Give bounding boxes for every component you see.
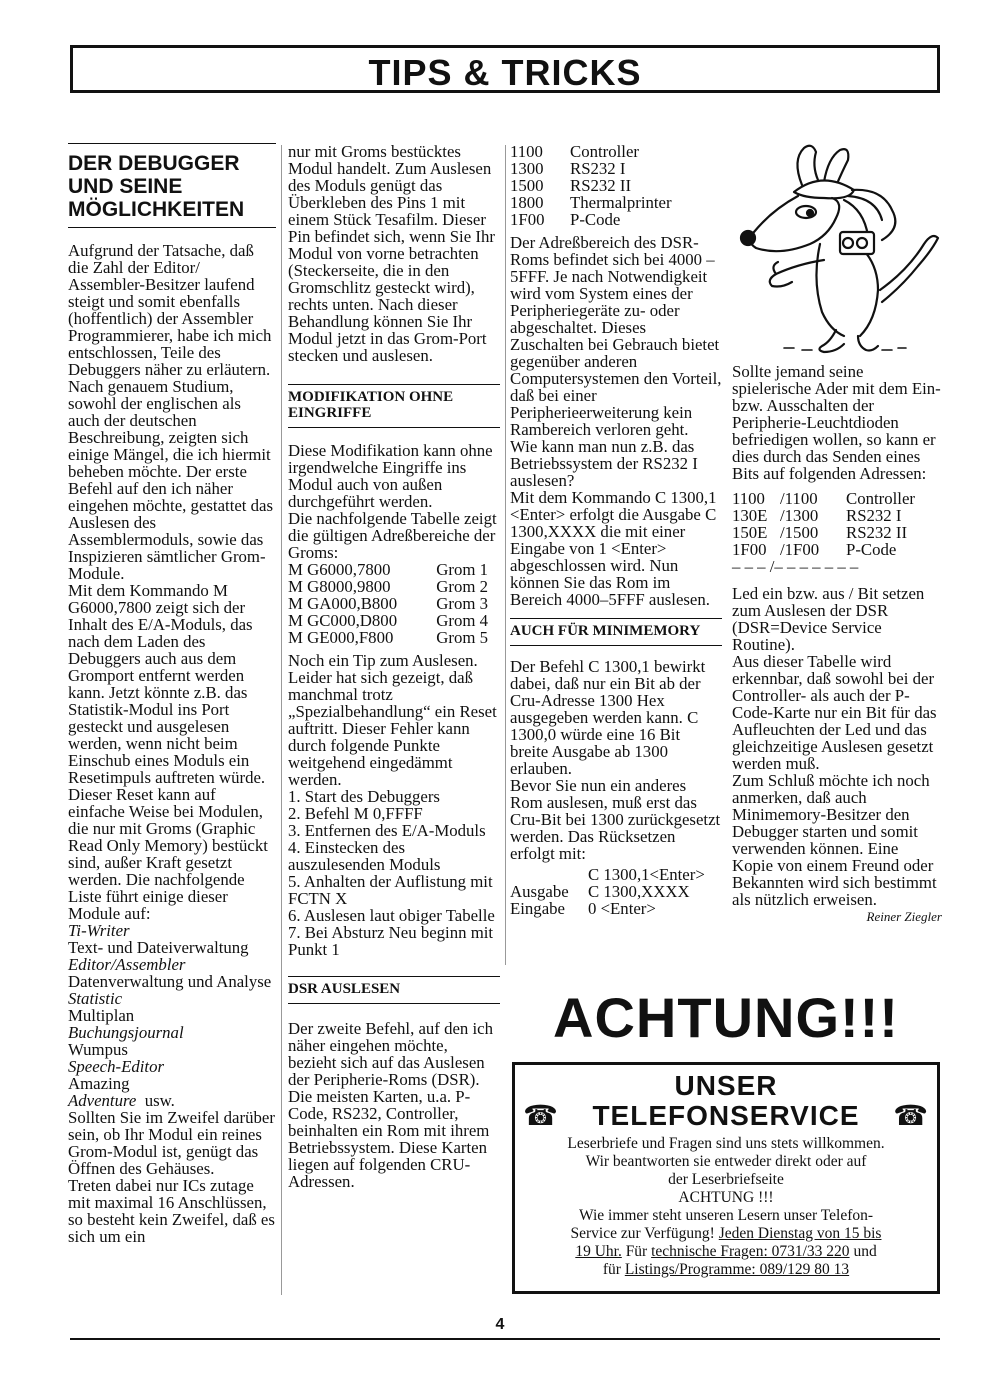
section-rule — [288, 384, 500, 385]
service-title-row — [515, 1101, 937, 1131]
paragraph: Mit dem Kommando M G6000,7800 zeigt sich der Inhalt des E/A-Moduls, das nach dem Laden des Debuggers auch aus dem Gromport entfernt werden kann. Jetzt könnte z.B. das Statistik-Modul ins Port gesteckt und ausgelesen werden, wenn nicht beim Einschub eines Moduls ein Resetimpuls auftreten würde. — [68, 581, 266, 787]
paragraph: nur mit Groms bestücktes Modul handelt. Zum Auslesen des Moduls genügt das Überkleben des Pins 1 mit einem Stück Tesafilm. Dieser Pin befindet sich, wenn Sie Ihr Modul von vorne betrachten (Steckerseite, die in den Gromschlitz gesteckt wird), rechts unten. Nach dieser Behandlung können Sie Ihr Modul jetzt in das Grom-Port stecken und auslesen. — [288, 142, 495, 365]
page-title: TIPS & TRICKS — [368, 52, 642, 93]
footer-rule — [70, 1338, 940, 1340]
table-cell: Thermalprinter — [570, 193, 672, 212]
section-title: AUCH FÜR MINIMEMORY — [510, 623, 701, 639]
table-row — [732, 507, 932, 524]
service-text-part: Für — [625, 1243, 648, 1260]
paragraph: Sollte jemand seine spielerische Ader mit dem Ein- bzw. Ausschalten der Peripherie-Leuchtdioden befriedigen wollen, so kann er dies durch das Senden eines Bits auf folgenden Adressen: — [732, 362, 941, 483]
module-desc: Amazing — [68, 1074, 130, 1093]
paragraph: Treten dabei nur ICs zutage mit maximal 16 Anschlüssen, so besteht kein Zweifel, daß es sich um ein — [68, 1176, 275, 1246]
table-cell: M GA000,B800 — [288, 594, 398, 613]
service-hours: 19 Uhr. — [575, 1243, 622, 1260]
table-cell: Grom 4 — [436, 611, 488, 630]
paragraph: Der Adreßbereich des DSR-Roms befindet sich bei 4000 – 5FFF. Je nach Notwendigkeit wird vom System eines der Peripheriegeräte zu- oder abgeschaltet. Dieses Zuschalten bei Gebrauch bietet gegenüber anderen Computersystemen den Vorteil, daß bei einer Peripherieerweiterung kein Rambereich verloren geht. — [510, 233, 722, 439]
cru-table — [510, 143, 672, 228]
column-3 — [510, 143, 722, 917]
service-line: Wie immer steht unseren Lesern unser Telefon- — [578, 1207, 874, 1224]
paragraph: Diese Modifikation kann ohne irgendwelche Eingriffe ins Modul auch von außen durchgeführt werden. — [288, 441, 493, 511]
module-name: Editor/Assembler — [68, 955, 186, 974]
table-cell: M G8000,9800 — [288, 577, 391, 596]
section-rule — [510, 645, 722, 646]
table-cell: 1F00 — [510, 210, 545, 229]
paragraph: Nach genauem Studium, sowohl der englischen als auch der deutschen Beschreibung, zeigten sich einige Mängel, die ich hiermit beheben möchte. Der erste Befehl auf den ich näher eingehen möchte, gestattet das Auslesen des Assemblermoduls, sowie das Inspizieren sämtlicher Grom-Module. — [68, 377, 274, 583]
table-cell: Grom 2 — [436, 577, 488, 596]
list-item: 7. Bei Absturz Neu beginn mit Punkt 1 — [288, 923, 494, 959]
module-desc: Text- und Dateiverwaltung — [68, 938, 249, 957]
led-table — [732, 490, 932, 558]
table-row — [288, 629, 488, 646]
paragraph: Die nachfolgende Tabelle zeigt die gültigen Adreßbereiche der Groms: — [288, 509, 497, 562]
table-cell: C 1300,XXXX — [588, 882, 690, 901]
module-name: Ti-Writer — [68, 921, 130, 940]
list-item: 1. Start des Debuggers — [288, 787, 440, 806]
table-cell: P-Code — [570, 210, 621, 229]
table-cell: RS232 II — [846, 523, 908, 542]
module-name: Statistic — [68, 989, 123, 1008]
column-1 — [68, 143, 276, 1245]
paragraph: Dieser Reset kann auf einfache Weise bei Modulen, die nur mit Groms (Graphic Read Only Memory) bestückt sind, außer Kraft gesetzt werden. Die nachfolgende Liste führt einige dieser Module auf: — [68, 785, 268, 923]
paragraph: Wie kann man nun z.B. das Betriebssystem der RS232 I auslesen? — [510, 437, 698, 490]
module-desc: Datenverwaltung und Analyse — [68, 972, 272, 991]
table-cell: Ausgabe — [510, 882, 569, 901]
table-cell: P-Code — [846, 540, 897, 559]
header-box — [70, 45, 940, 93]
table-cell: Grom 1 — [436, 560, 488, 579]
service-title: UNSER — [674, 1070, 778, 1101]
table-cell: Controller — [570, 142, 639, 161]
table-cell: M GC000,D800 — [288, 611, 398, 630]
table-cell: M GE000,F800 — [288, 628, 394, 647]
paragraph: Zum Schluß möchte ich noch anmerken, daß auch Minimemory-Besitzer den Debugger starten und somit verwenden können. Eine Kopie von einem Freund oder Bekannten wird sich bestimmt als nützlich erweisen. — [732, 771, 937, 909]
list-item: 6. Auslesen laut obiger Tabelle — [288, 906, 495, 925]
paragraph: Bevor Sie nun ein anderes Rom auslesen, muß erst das Cru-Bit bei 1300 zurückgesetzt werden. Das Rücksetzen erfolgt mit: — [510, 776, 721, 863]
table-cell: /1500 — [780, 523, 819, 542]
table-row — [510, 160, 672, 177]
service-text-part: für — [602, 1261, 621, 1278]
paragraph: Der zweite Befehl, auf den ich näher eingehen möchte, bezieht sich auf das Auslesen der Peripherie-Roms (DSR). — [288, 1019, 494, 1089]
module-name: Buchungsjournal — [68, 1023, 184, 1042]
section-rule — [68, 143, 276, 144]
achtung-headline: ACHTUNG!!! — [553, 986, 899, 1049]
column-2 — [288, 143, 500, 1190]
column-divider — [281, 145, 282, 1295]
table-row — [732, 490, 932, 507]
table-row — [288, 561, 488, 578]
steps-list — [288, 788, 500, 958]
service-text — [515, 1135, 937, 1279]
table-cell: 1800 — [510, 193, 544, 212]
service-line — [521, 1225, 931, 1243]
section-rule — [510, 618, 722, 619]
service-line: der Leserbriefseite — [668, 1171, 784, 1188]
table-cell: C 1300,1<Enter> — [588, 865, 705, 884]
table-row — [510, 194, 672, 211]
module-name: Speech-Editor — [68, 1057, 164, 1076]
list-item: 2. Befehl M 0,FFFF — [288, 804, 423, 823]
column-divider — [505, 145, 506, 965]
table-row — [288, 578, 488, 595]
module-desc: Wumpus — [68, 1040, 128, 1059]
service-text-part: Service zur Verfügung! — [570, 1225, 715, 1242]
reset-table — [510, 866, 705, 917]
paragraph: Aus dieser Tabelle wird erkennbar, daß sowohl bei der Controller- als auch der P-Code-Karte nur ein Bit für das Aufleuchten der Led und das gleichzeitige Auslesen gesetzt werden muß. — [732, 652, 937, 773]
table-cell: 0 <Enter> — [588, 899, 656, 918]
table-cell: RS232 II — [570, 176, 632, 195]
module-list — [68, 922, 276, 1109]
table-row — [288, 595, 488, 612]
table-row — [510, 143, 672, 160]
table-cell: 1F00 — [732, 540, 767, 559]
page-number: 4 — [495, 1316, 505, 1333]
service-line: Wir beantworten sie entweder direkt oder auf — [585, 1153, 867, 1170]
service-line: ACHTUNG !!! — [678, 1189, 774, 1206]
section-rule — [68, 227, 276, 228]
table-cell: RS232 I — [570, 159, 626, 178]
table-cell: RS232 I — [846, 506, 902, 525]
module-desc: Multiplan — [68, 1006, 135, 1025]
table-cell: 150E — [732, 523, 768, 542]
service-title: TELEFONSERVICE — [592, 1100, 860, 1131]
paragraph: Aufgrund der Tatsache, daß die Zahl der Editor/ Assembler-Besitzer laufend steigt und somit ebenfalls (hoffentlich) der Assembler Programmierer, habe ich mich entschlossen, Teile des Debuggers näher zu erläutern. — [68, 241, 272, 379]
telephone-icon: ☎ — [523, 1100, 559, 1131]
table-row — [510, 866, 705, 883]
table-cell: Eingabe — [510, 899, 565, 918]
paragraph: Der Befehl C 1300,1 bewirkt dabei, daß nur ein Bit ab der Cru-Adresse 1300 Hex ausgegeben werden kann. C 1300,0 würde eine 16 Bit breite Ausgabe ab 1300 erlauben. — [510, 657, 706, 778]
table-cell: 1300 — [510, 159, 544, 178]
table-cell — [510, 866, 588, 883]
service-hours: Jeden Dienstag von 15 bis — [718, 1225, 882, 1242]
table-cell: Controller — [846, 489, 915, 508]
table-cell: 1500 — [510, 176, 544, 195]
table-cell: 1100 — [732, 489, 765, 508]
table-row — [732, 524, 932, 541]
table-cell: /1100 — [780, 489, 818, 508]
table-cell: Grom 3 — [436, 594, 488, 613]
table-row — [510, 900, 705, 917]
technical-phone: technische Fragen: 0731/33 220 — [651, 1243, 850, 1260]
table-cell: /1F00 — [780, 540, 820, 559]
table-cell: Grom 5 — [436, 628, 488, 647]
table-row — [510, 177, 672, 194]
service-line: Leserbriefe und Fragen sind uns stets willkommen. — [567, 1135, 885, 1152]
dog-cartoon-illustration — [732, 140, 942, 355]
table-row — [288, 612, 488, 629]
paragraph: Mit dem Kommando C 1300,1 <Enter> erfolgt die Ausgabe C 1300,XXXX die mit einer Eingabe von 1 <Enter> abgeschlossen wird. Nun können Sie das Rom im Bereich 4000–5FFF auslesen. — [510, 488, 717, 609]
paragraph: Noch ein Tip zum Auslesen. — [288, 651, 478, 670]
list-item: 3. Entfernen des E/A-Moduls — [288, 821, 486, 840]
service-line — [521, 1243, 931, 1261]
paragraph: Led ein bzw. aus / Bit setzen zum Auslesen der DSR (DSR=Device Service Routine). — [732, 584, 925, 654]
section-title: DSR AUSLESEN — [288, 981, 401, 997]
grom-table — [288, 561, 488, 646]
table-cell: 130E — [732, 506, 768, 525]
service-line — [521, 1261, 931, 1279]
table-row — [732, 541, 932, 558]
telephone-icon: ☎ — [893, 1100, 929, 1131]
paragraph: Leider hat sich gezeigt, daß manchmal trotz „Spezialbehandlung“ ein Reset auftritt. Dieser Fehler kann durch folgende Punkte weitgehend eingedämmt werden. — [288, 668, 497, 789]
module-suffix: usw. — [144, 1091, 175, 1110]
telefonservice-box — [512, 1062, 940, 1294]
paragraph: Sollten Sie im Zweifel darüber sein, ob Ihr Modul ein reines Grom-Modul ist, genügt das Öffnen des Gehäuses. — [68, 1108, 275, 1178]
table-row — [510, 883, 705, 900]
section-rule — [288, 976, 500, 977]
module-line — [68, 1092, 276, 1109]
list-item: 4. Einstecken des auszulesenden Moduls — [288, 838, 441, 874]
section-title: MODIFIKATION OHNE EINGRIFFE — [288, 389, 454, 421]
listings-phone: Listings/Programme: 089/129 80 13 — [624, 1261, 850, 1278]
module-name: Adventure — [68, 1091, 137, 1110]
table-row — [510, 211, 672, 228]
article-title: DER DEBUGGER UND SEINE MÖGLICHKEITEN — [68, 152, 245, 221]
dash-line: – – – /– – – – – – – — [732, 557, 859, 576]
section-rule — [288, 1003, 500, 1004]
column-4 — [732, 363, 942, 925]
author-signature: Reiner Ziegler — [866, 909, 942, 924]
table-cell: M G6000,7800 — [288, 560, 391, 579]
section-rule — [288, 427, 500, 428]
paragraph: Die meisten Karten, u.a. P-Code, RS232, Controller, beinhalten ein Rom mit ihrem Betriebssystem. Diese Karten liegen auf folgenden CRU-Adressen. — [288, 1087, 490, 1191]
list-item: 5. Anhalten der Auflistung mit FCTN X — [288, 872, 493, 908]
table-cell: /1300 — [780, 506, 819, 525]
table-cell: 1100 — [510, 142, 543, 161]
service-text-part: und — [853, 1243, 877, 1260]
